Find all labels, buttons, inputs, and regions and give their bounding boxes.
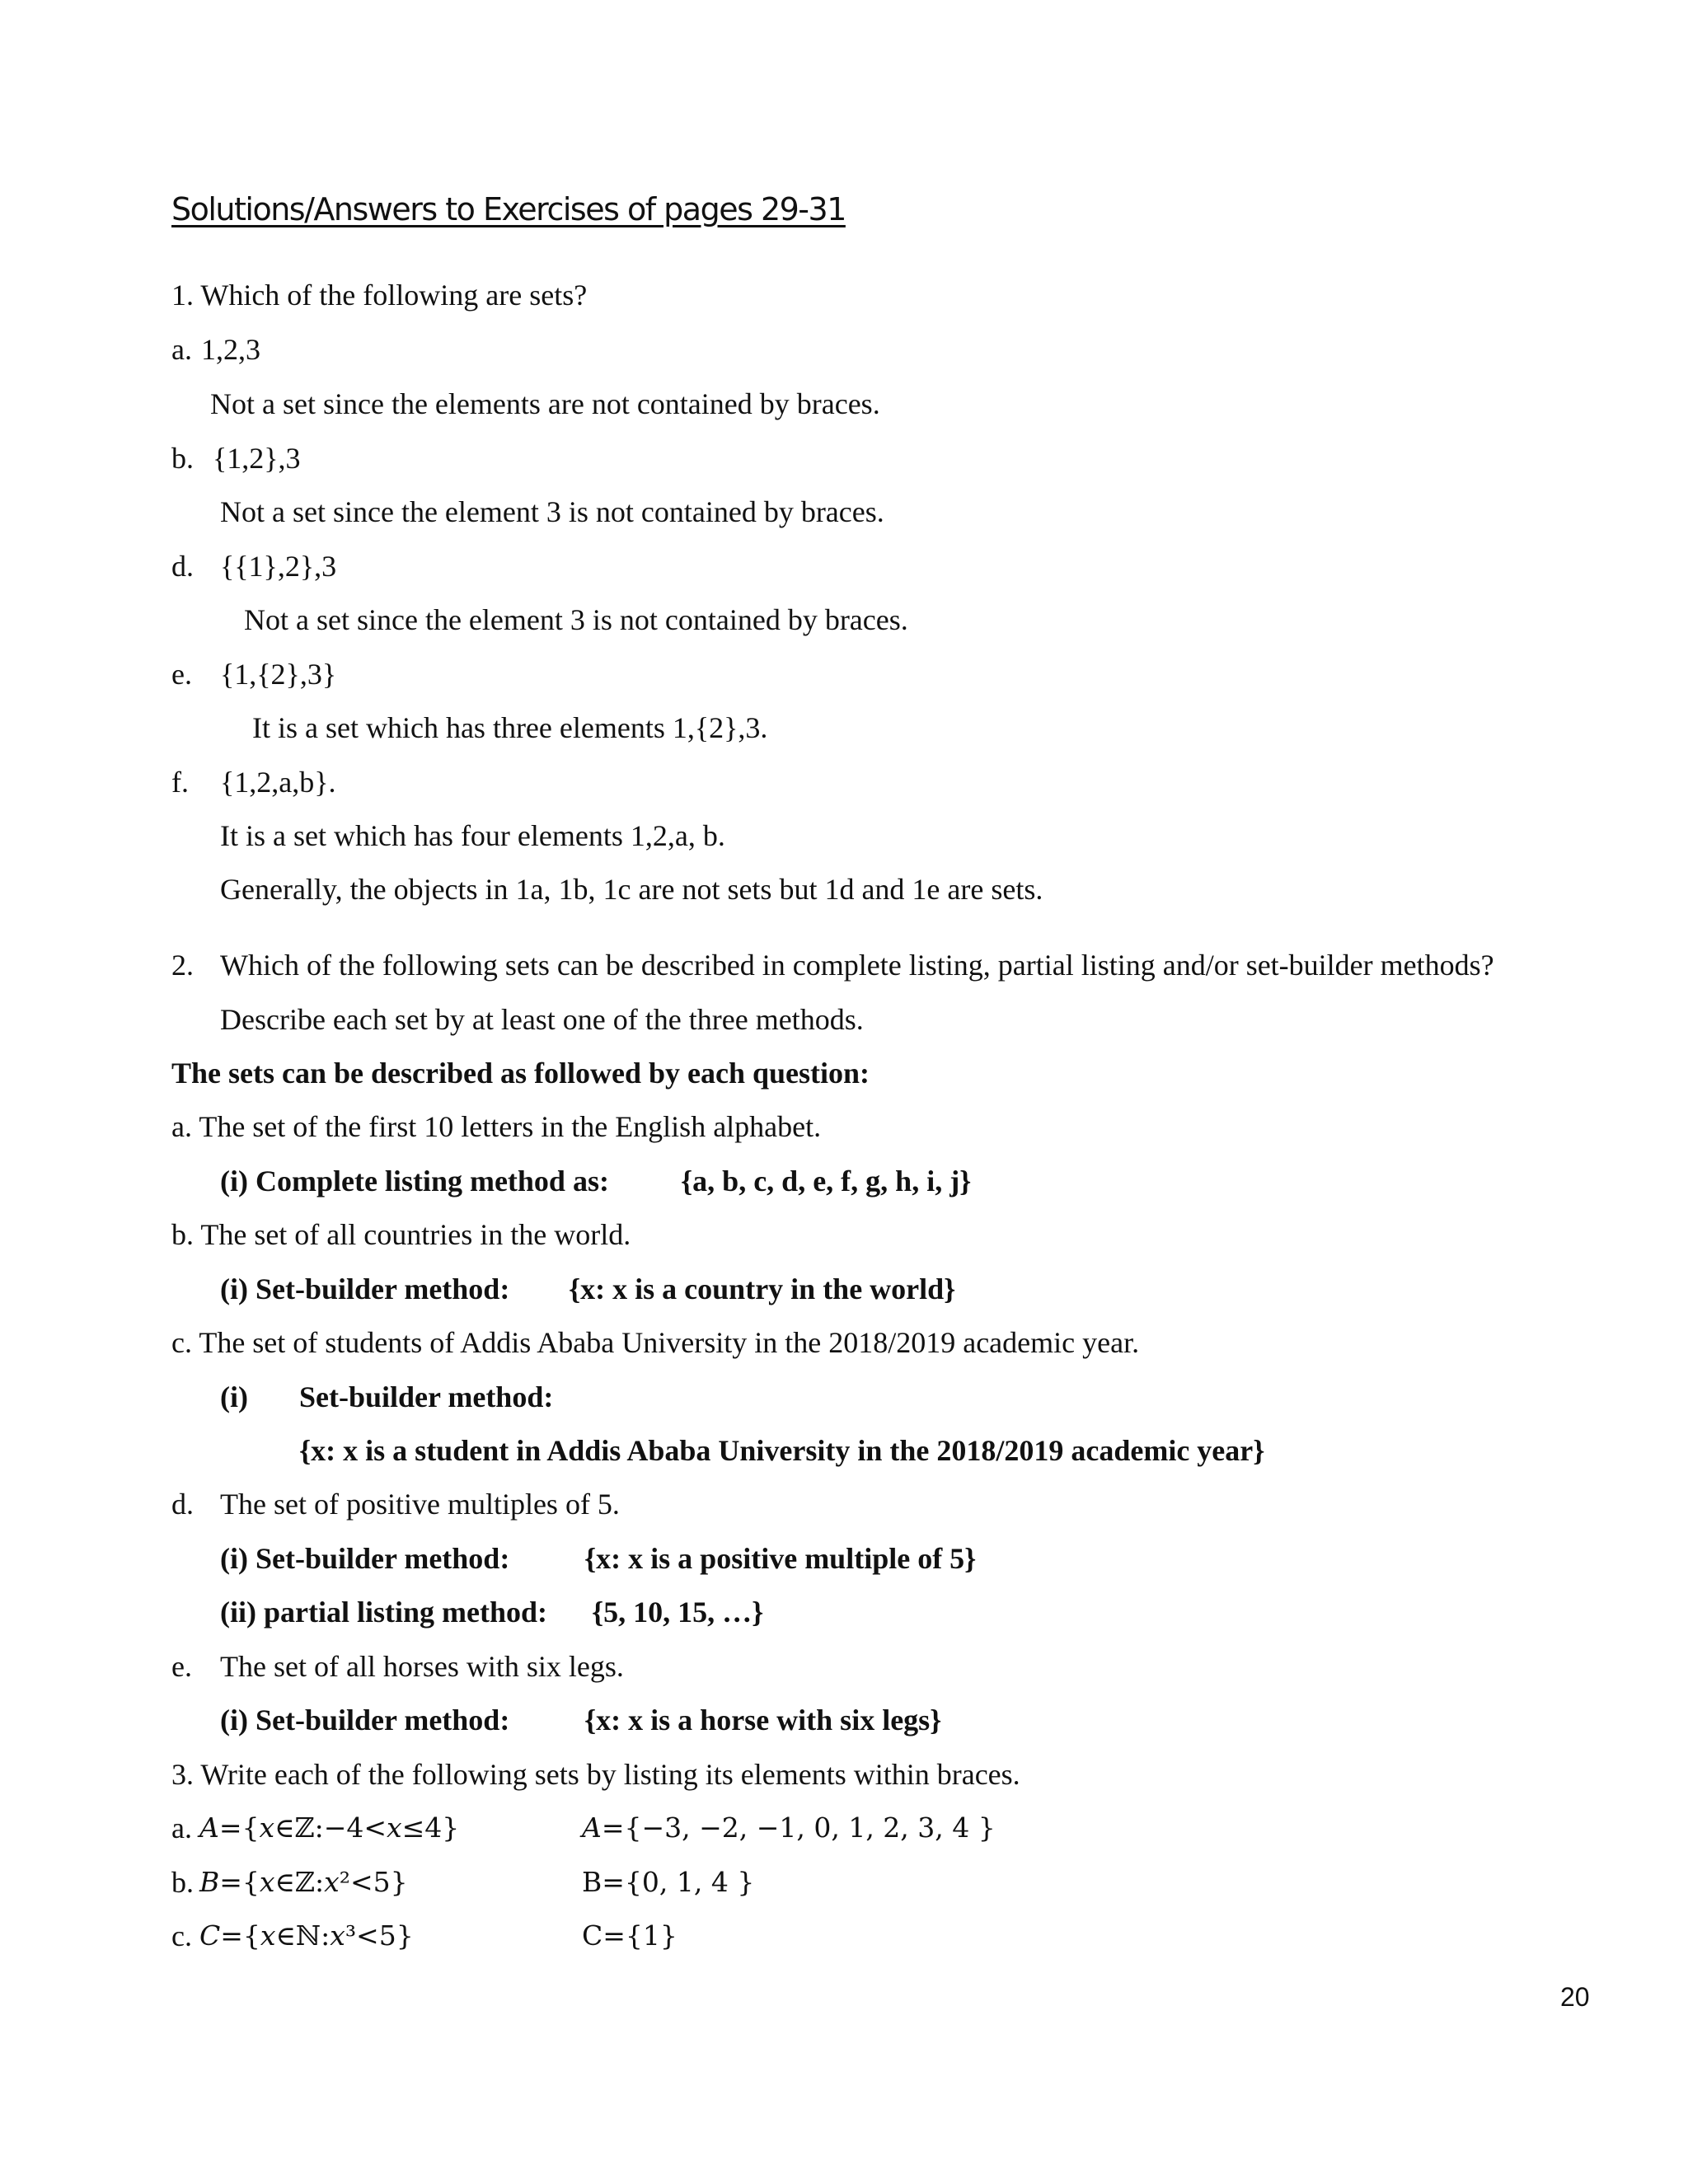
- q2-a-text: a. The set of the first 10 letters in the English alphabet.: [171, 1110, 822, 1143]
- q3-b-answer: B={0, 1, 4 }: [582, 1866, 755, 1898]
- page-heading: Solutions/Answers to Exercises of pages 29-31: [171, 191, 846, 227]
- q3-c-definition: 𝐶={𝑥∈ℕ:𝑥³<5}: [199, 1919, 414, 1952]
- q1-b-answer: Not a set since the element 3 is not contained by braces.: [220, 495, 884, 528]
- page-number: 20: [1560, 1982, 1590, 2012]
- q3-question: 3. Write each of the following sets by listing its elements within braces.: [171, 1758, 1020, 1791]
- q2-d-text: The set of positive multiples of 5.: [220, 1488, 620, 1521]
- q1-d-answer: Not a set since the element 3 is not contained by braces.: [244, 603, 908, 636]
- q2-question: Which of the following sets can be described in complete listing, partial listing and/or set-builder methods?: [220, 949, 1494, 982]
- q2-e-set: {x: x is a horse with six legs}: [584, 1704, 942, 1736]
- q2-d-method2: (ii) partial listing method:: [220, 1596, 547, 1629]
- q1-f-answer: It is a set which has four elements 1,2,a, b.: [220, 819, 725, 852]
- q1-question: 1. Which of the following are sets?: [171, 279, 588, 312]
- q3-a-answer: 𝐴={−3, −2, −1, 0, 1, 2, 3, 4 }: [582, 1811, 996, 1844]
- q1-b-item: {1,2},3: [213, 442, 301, 475]
- q2-number: 2.: [171, 949, 194, 982]
- q2-c-roman: (i): [220, 1380, 248, 1413]
- q3-b-label: b.: [171, 1866, 194, 1899]
- q2-d-set2: {5, 10, 15, …}: [592, 1596, 764, 1629]
- q1-f-item: {1,2,a,b}.: [220, 766, 336, 799]
- q2-e-method: (i) Set-builder method:: [220, 1704, 510, 1736]
- q2-c-set: {x: x is a student in Addis Ababa University in the 2018/2019 academic year}: [299, 1434, 1265, 1467]
- q2-e-text: The set of all horses with six legs.: [220, 1650, 624, 1683]
- q3-c-label: c.: [171, 1919, 192, 1952]
- q1-e-answer: It is a set which has three elements 1,{2},3.: [252, 711, 768, 744]
- q3-a-label: a.: [171, 1811, 192, 1844]
- q1-d-label: d.: [171, 550, 194, 583]
- q3-a-definition: 𝐴={𝑥∈ℤ:−4<𝑥≤4}: [199, 1811, 460, 1844]
- q2-e-label: e.: [171, 1650, 192, 1683]
- q1-a-answer: Not a set since the elements are not contained by braces.: [210, 387, 880, 420]
- q1-a-label: a.: [171, 333, 192, 366]
- q2-b-method: (i) Set-builder method:: [220, 1272, 510, 1305]
- q1-e-label: e.: [171, 658, 192, 691]
- q1-a-item: 1,2,3: [201, 333, 260, 366]
- q1-b-label: b.: [171, 442, 194, 475]
- q2-d-set1: {x: x is a positive multiple of 5}: [584, 1542, 977, 1575]
- q2-d-label: d.: [171, 1488, 194, 1521]
- q2-a-set: {a, b, c, d, e, f, g, h, i, j}: [681, 1165, 972, 1197]
- q2-question-cont: Describe each set by at least one of the three methods.: [220, 1003, 864, 1036]
- q2-b-text: b. The set of all countries in the world.: [171, 1218, 631, 1251]
- q2-c-method: Set-builder method:: [299, 1380, 554, 1413]
- q1-summary: Generally, the objects in 1a, 1b, 1c are not sets but 1d and 1e are sets.: [220, 873, 1043, 906]
- q2-b-set: {x: x is a country in the world}: [569, 1272, 956, 1305]
- q2-c-text: c. The set of students of Addis Ababa University in the 2018/2019 academic year.: [171, 1326, 1140, 1359]
- q1-f-label: f.: [171, 766, 189, 799]
- q1-d-item: {{1},2},3: [220, 550, 337, 583]
- q2-d-method1: (i) Set-builder method:: [220, 1542, 510, 1575]
- q2-intro: The sets can be described as followed by each question:: [171, 1057, 870, 1090]
- q3-c-answer: C={1}: [582, 1919, 678, 1952]
- q3-b-definition: 𝐵={𝑥∈ℤ:𝑥²<5}: [199, 1866, 408, 1898]
- q2-a-method: (i) Complete listing method as:: [220, 1165, 609, 1197]
- q1-e-item: {1,{2},3}: [220, 658, 337, 691]
